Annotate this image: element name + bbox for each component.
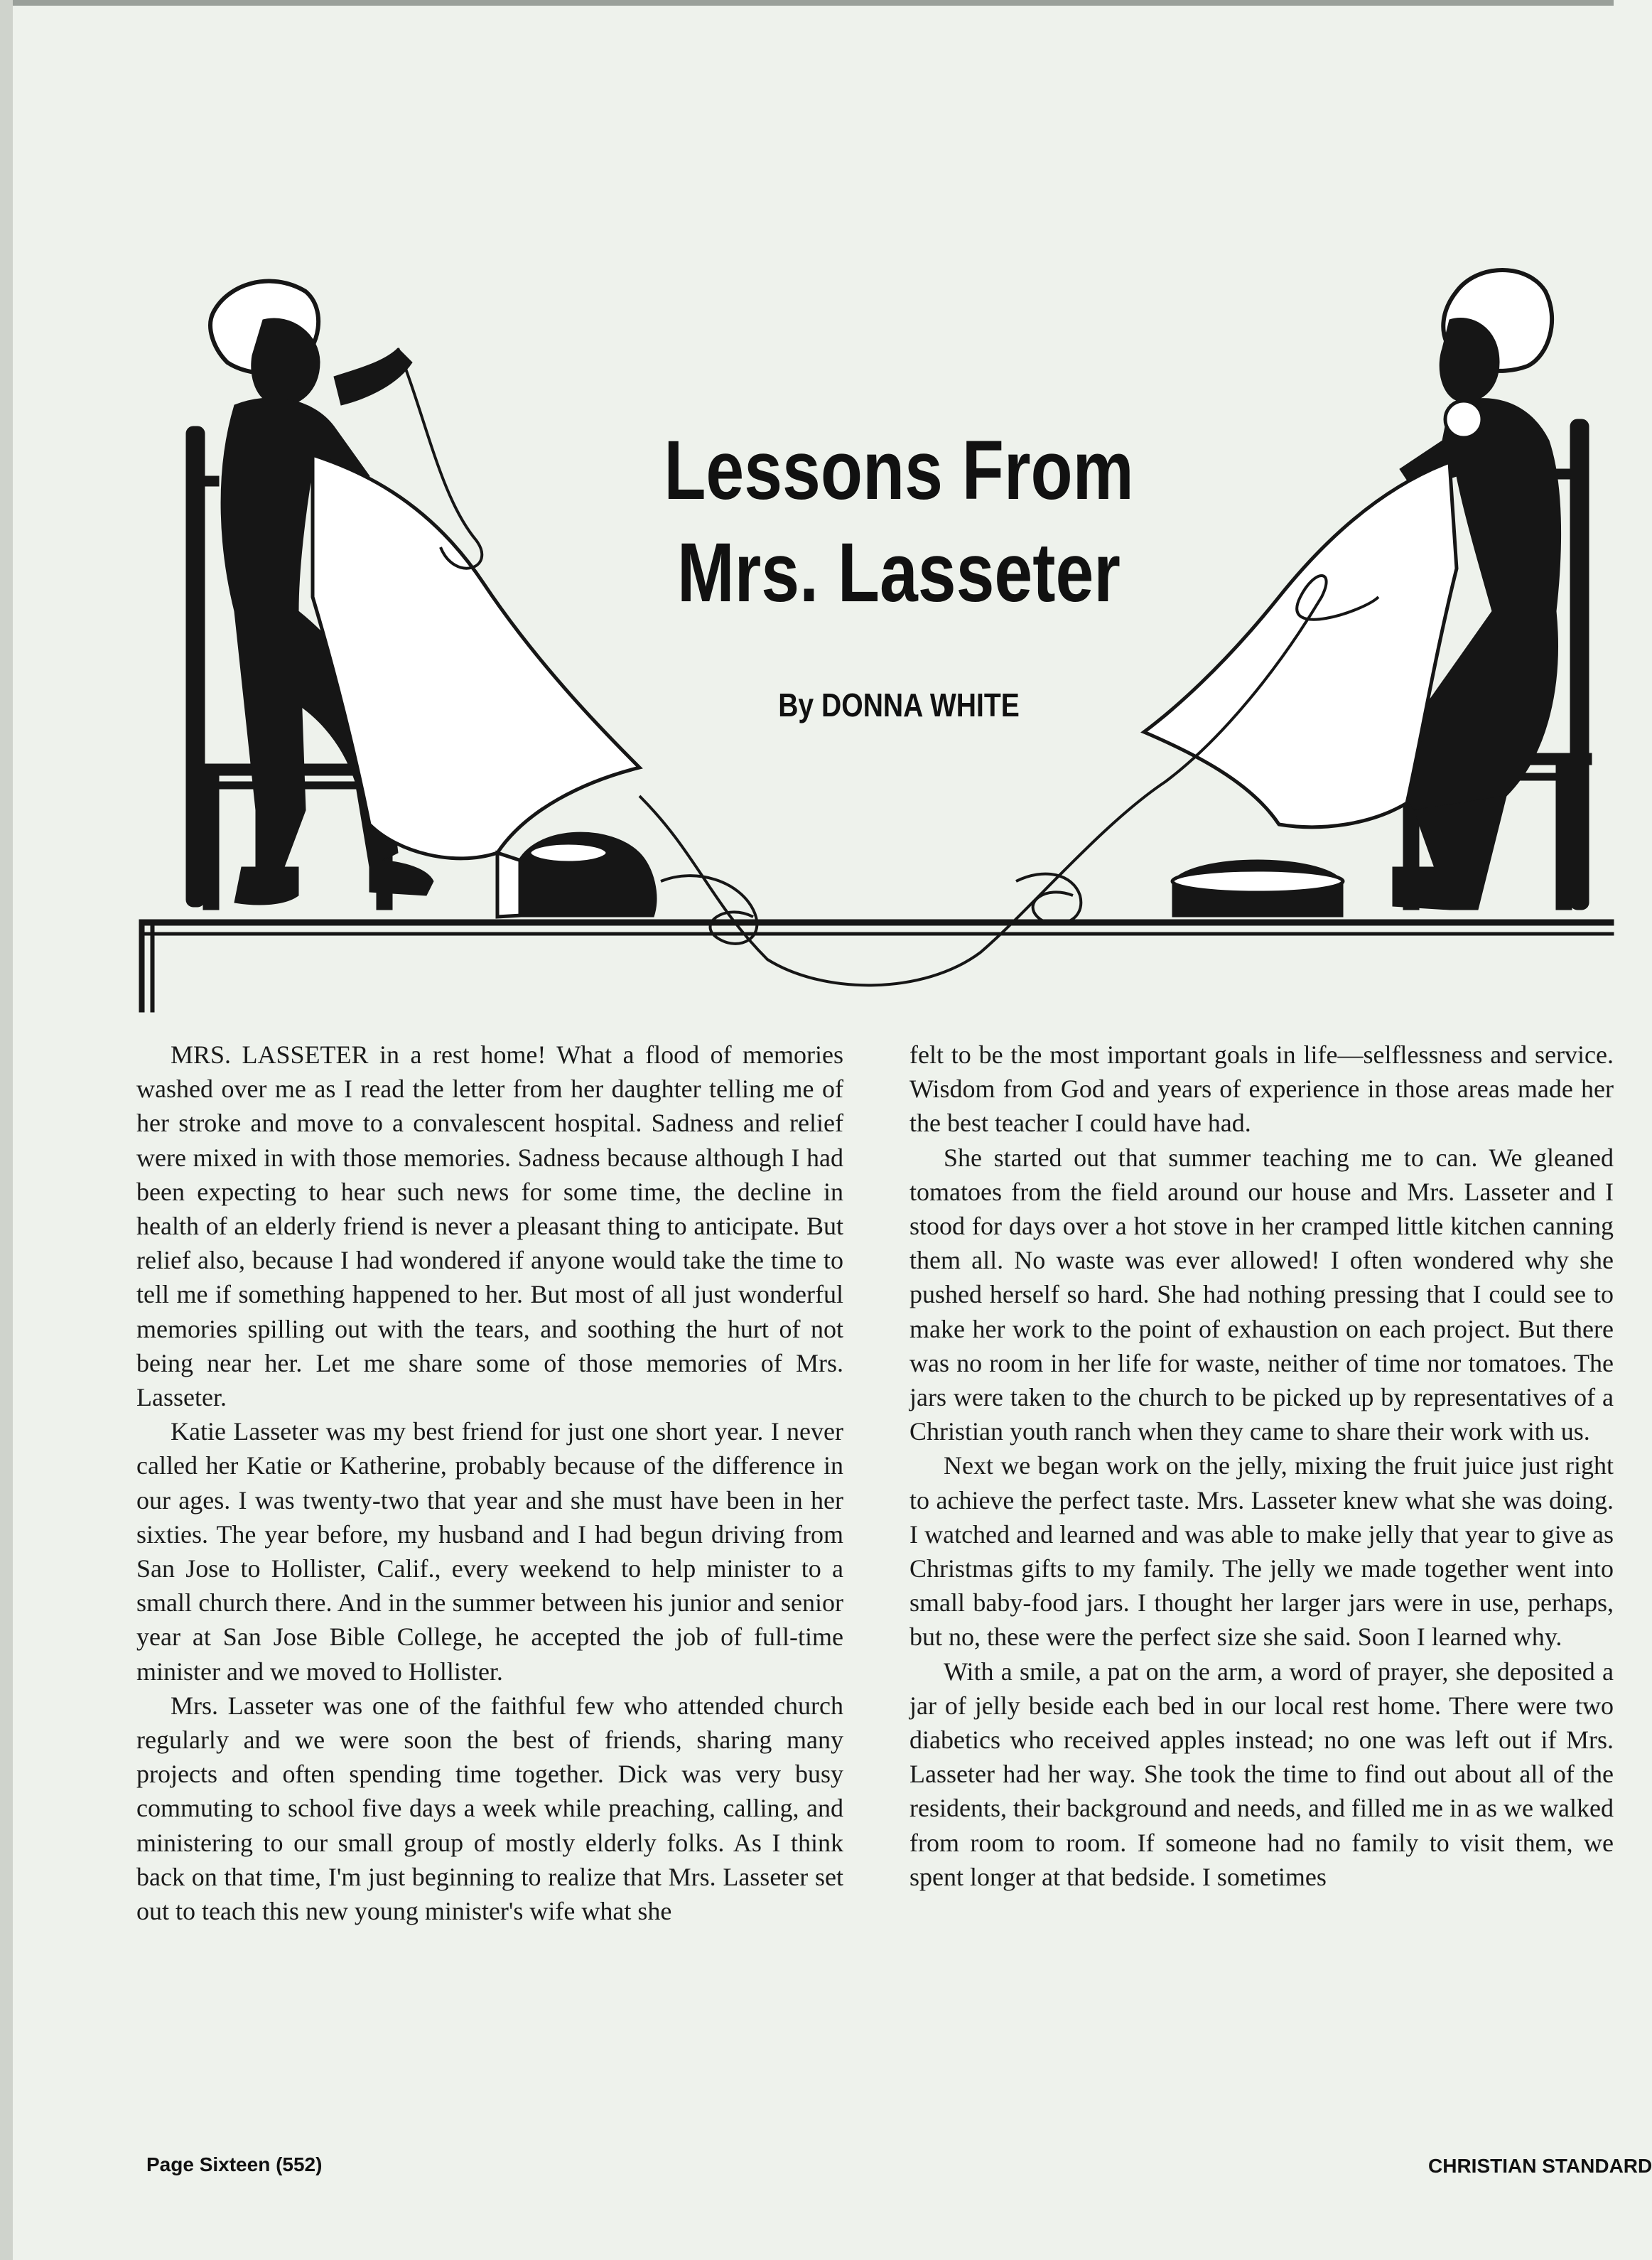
right-footstool — [1172, 860, 1343, 917]
article-title — [628, 419, 1170, 624]
yarn-loop-right — [1016, 874, 1081, 924]
article-byline: By DONNA WHITE — [778, 687, 1020, 723]
table-line-top — [139, 920, 1614, 925]
left-woman — [210, 281, 639, 917]
table-leg-left-2 — [151, 920, 154, 1012]
left-paragraph-3: Mrs. Lasseter was one of the faithful few who attended church regularly and we were soon the best of friends, sharing many projects and often spending time together. Dick was very busy commuting to school five days a week while preaching, calling, and ministering to our small group of mostly elderly folks. As I think back on that time, I'm just beginning to realize that Mrs. Lasseter set out to teach this new young minister's wife what she — [136, 1691, 843, 1926]
left-column — [136, 1038, 843, 2125]
table-leg-left-1 — [139, 920, 144, 1012]
right-paragraph-1: felt to be the most important goals in life—selflessness and service. Wisdom from God and years of experience in those areas made her the best teacher I could have had. — [909, 1040, 1614, 1138]
page-top-edge — [0, 0, 1614, 6]
left-footstool — [519, 832, 657, 917]
left-paragraph-1: MRS. LASSETER in a rest home! What a flood of memories washed over me as I read the letter from her daughter telling me of her stroke and move to a convalescent hospital. Sadness and relief were mixed in with those memories. Sadness because although I had been expecting to hear such news for some time, the decline in health of an elderly friend is never a pleasant thing to anticipate. But relief also, because I had wondered if anyone would take the time to tell me if something happened to her. But most of all just wonderful memories spilling out with the tears, and soothing the hurt of not being near her. Let me share some of those memories of Mrs. Lasseter. — [136, 1040, 843, 1412]
right-paragraph-2: She started out that summer teaching me to can. We gleaned tomatoes from the field around our house and Mrs. Lasseter and I stood for days over a hot stove in her cramped little kitchen canning them all. No waste was ever allowed! I often wondered why she pushed herself so hard. She had nothing pressing that I could see to make her work to the point of exhaustion on each project. But there was no room in her life for waste, neither of time nor tomatoes. The jars were taken to the church to be picked up by representatives of a Christian youth ranch when they came to share their work with us. — [909, 1143, 1614, 1446]
right-paragraph-4: With a smile, a pat on the arm, a word of prayer, she deposited a jar of jelly beside each bed in our local rest home. There were two diabetics who received apples instead; no one was left out if Mrs. Lasseter had her way. She took the time to find out about all of the residents, their background and needs, and filled me in as we walked from room to room. If someone had no family to visit them, we spent longer at that bedside. I sometimes — [909, 1657, 1614, 1891]
magazine-name-footer: CHRISTIAN STANDARD — [1428, 2155, 1652, 2177]
table-line-bottom — [139, 932, 1614, 935]
article-title-line-1: Lessons From — [664, 424, 1134, 517]
right-woman — [1144, 270, 1561, 910]
page-number-footer: Page Sixteen (552) — [146, 2153, 323, 2175]
left-paragraph-2: Katie Lasseter was my best friend for just one short year. I never called her Katie or Katherine, probably because of the difference in our ages. I was twenty-two that year and she must have been in her sixties. The year before, my husband and I had begun driving from San Jose to Hollister, Calif., every weekend to help minister to a small church there. And in the summer between his junior and senior year at San Jose Bible College, he accepted the job of full-time minister and we moved to Hollister. — [136, 1417, 843, 1686]
right-column — [909, 1038, 1614, 2125]
right-paragraph-3: Next we began work on the jelly, mixing the fruit juice just right to achieve the perfect taste. Mrs. Lasseter knew what she was doing. I watched and learned and was able to make jelly that year to give as Christmas gifts to my family. The jelly we made together went into small baby-food jars. I thought her larger jars were in use, perhaps, but no, these were the perfect size she said. Soon I learned why. — [909, 1451, 1614, 1652]
illustration-knitting-women — [0, 242, 1614, 1023]
article-title-line-2: Mrs. Lasseter — [677, 526, 1121, 620]
